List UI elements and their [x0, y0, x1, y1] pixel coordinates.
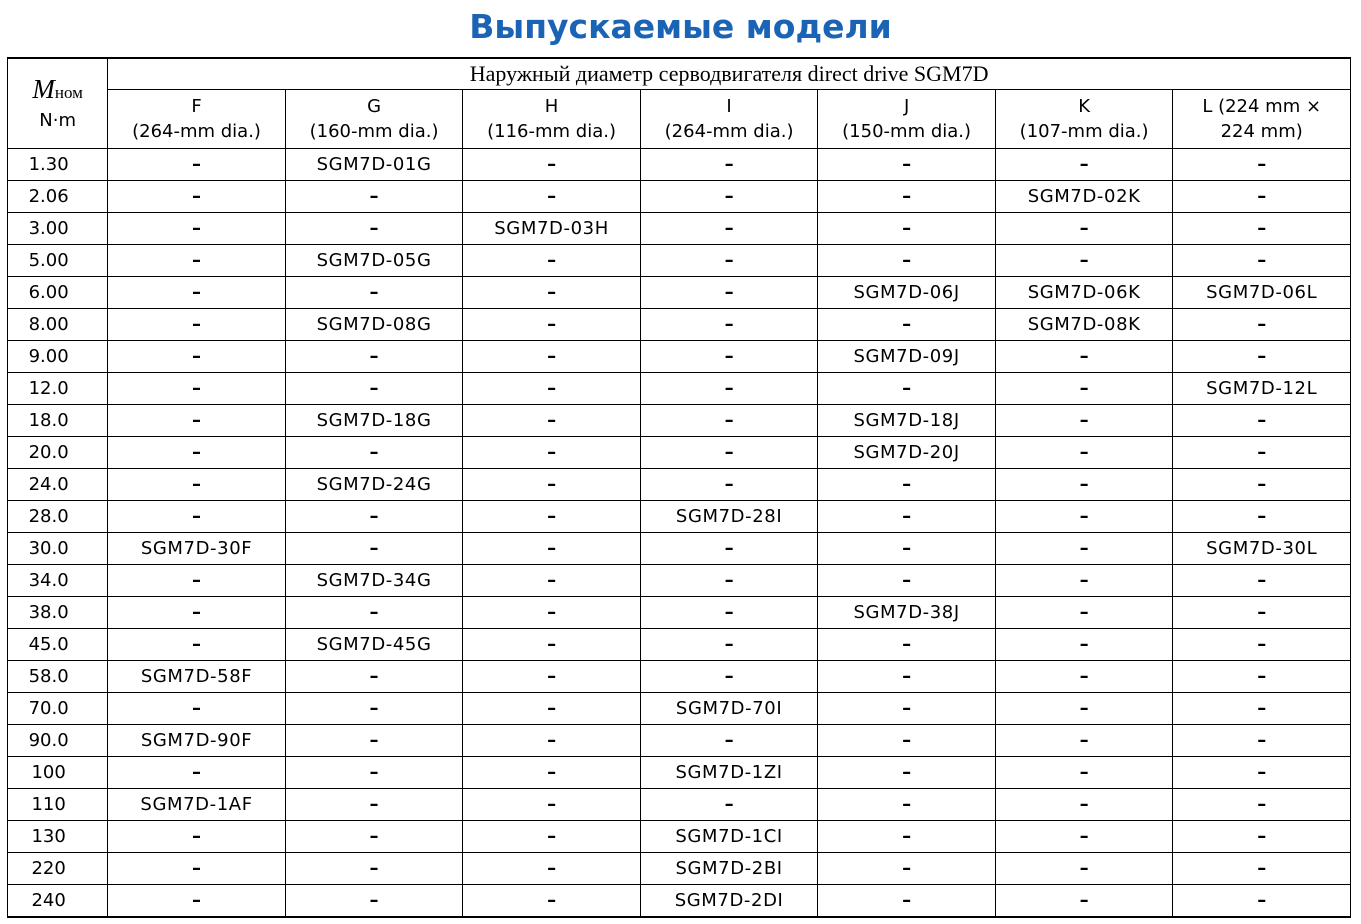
empty-model-cell: – [285, 213, 463, 245]
empty-model-cell: – [1173, 341, 1351, 373]
torque-value: 110 [8, 789, 108, 821]
empty-model-cell: – [463, 661, 641, 693]
empty-model-cell: – [1173, 757, 1351, 789]
empty-model-cell: – [818, 661, 996, 693]
model-cell: SGM7D-08G [285, 309, 463, 341]
table-row [8, 501, 1351, 533]
empty-model-cell: – [995, 661, 1173, 693]
column-header-3 [463, 90, 641, 149]
column-size-code: J [903, 96, 910, 117]
empty-model-cell: – [463, 245, 641, 277]
empty-model-cell: – [1173, 661, 1351, 693]
column-header-6 [995, 90, 1173, 149]
model-cell: SGM7D-38J [818, 597, 996, 629]
torque-value: 18.0 [8, 405, 108, 437]
table-row [8, 405, 1351, 437]
empty-model-cell: – [640, 725, 818, 757]
model-cell: SGM7D-05G [285, 245, 463, 277]
torque-value: 90.0 [8, 725, 108, 757]
empty-model-cell: – [818, 821, 996, 853]
empty-model-cell: – [108, 821, 286, 853]
empty-model-cell: – [1173, 469, 1351, 501]
empty-model-cell: – [1173, 181, 1351, 213]
empty-model-cell: – [995, 213, 1173, 245]
table-row [8, 597, 1351, 629]
empty-model-cell: – [463, 373, 641, 405]
empty-model-cell: – [285, 181, 463, 213]
empty-model-cell: – [463, 885, 641, 918]
empty-model-cell: – [1173, 437, 1351, 469]
empty-model-cell: – [818, 213, 996, 245]
empty-model-cell: – [1173, 789, 1351, 821]
torque-value: 20.0 [8, 437, 108, 469]
empty-model-cell: – [818, 629, 996, 661]
column-header-2 [285, 90, 463, 149]
empty-model-cell: – [463, 757, 641, 789]
empty-model-cell: – [995, 245, 1173, 277]
empty-model-cell: – [108, 341, 286, 373]
models-table [7, 57, 1351, 918]
empty-model-cell: – [818, 245, 996, 277]
column-size-code: K [1078, 96, 1091, 117]
torque-value: 2.06 [8, 181, 108, 213]
torque-value: 38.0 [8, 597, 108, 629]
empty-model-cell: – [1173, 245, 1351, 277]
column-header-7 [1173, 90, 1351, 149]
empty-model-cell: – [995, 501, 1173, 533]
empty-model-cell: – [640, 341, 818, 373]
torque-value: 100 [8, 757, 108, 789]
model-cell: SGM7D-30L [1173, 533, 1351, 565]
column-size-code: H [544, 96, 559, 117]
empty-model-cell: – [463, 597, 641, 629]
empty-model-cell: – [108, 373, 286, 405]
column-header-4 [640, 90, 818, 149]
empty-model-cell: – [285, 725, 463, 757]
empty-model-cell: – [818, 501, 996, 533]
table-row [8, 789, 1351, 821]
model-cell: SGM7D-06K [995, 277, 1173, 309]
model-cell: SGM7D-08K [995, 309, 1173, 341]
model-cell: SGM7D-28I [640, 501, 818, 533]
empty-model-cell: – [640, 181, 818, 213]
empty-model-cell: – [995, 789, 1173, 821]
empty-model-cell: – [108, 565, 286, 597]
empty-model-cell: – [463, 693, 641, 725]
empty-model-cell: – [995, 405, 1173, 437]
torque-value: 28.0 [8, 501, 108, 533]
column-size-code: G [367, 96, 382, 117]
empty-model-cell: – [108, 213, 286, 245]
empty-model-cell: – [1173, 309, 1351, 341]
empty-model-cell: – [463, 533, 641, 565]
empty-model-cell: – [108, 885, 286, 918]
empty-model-cell: – [463, 725, 641, 757]
empty-model-cell: – [108, 149, 286, 181]
empty-model-cell: – [995, 469, 1173, 501]
torque-subscript: ном [54, 82, 83, 102]
empty-model-cell: – [463, 629, 641, 661]
empty-model-cell: – [1173, 501, 1351, 533]
empty-model-cell: – [995, 885, 1173, 918]
model-cell: SGM7D-18J [818, 405, 996, 437]
empty-model-cell: – [463, 149, 641, 181]
column-diameter-note: (264-mm dia.) [664, 121, 794, 142]
empty-model-cell: – [818, 181, 996, 213]
empty-model-cell: – [995, 629, 1173, 661]
table-row [8, 565, 1351, 597]
column-size-code: F [191, 96, 202, 117]
torque-unit: N·m [39, 109, 76, 131]
torque-value: 58.0 [8, 661, 108, 693]
empty-model-cell: – [285, 533, 463, 565]
empty-model-cell: – [995, 565, 1173, 597]
empty-model-cell: – [1173, 629, 1351, 661]
column-diameter-note: (160-mm dia.) [309, 121, 439, 142]
empty-model-cell: – [463, 853, 641, 885]
torque-value: 8.00 [8, 309, 108, 341]
model-cell: SGM7D-58F [108, 661, 286, 693]
table-row [8, 341, 1351, 373]
column-header-1 [108, 90, 286, 149]
empty-model-cell: – [463, 277, 641, 309]
torque-column-header [8, 58, 108, 149]
empty-model-cell: – [818, 565, 996, 597]
empty-model-cell: – [995, 597, 1173, 629]
model-cell: SGM7D-1AF [108, 789, 286, 821]
empty-model-cell: – [995, 693, 1173, 725]
empty-model-cell: – [463, 501, 641, 533]
empty-model-cell: – [108, 437, 286, 469]
empty-model-cell: – [818, 885, 996, 918]
model-cell: SGM7D-03H [463, 213, 641, 245]
page-title: Выпускаемые модели [469, 7, 892, 46]
column-size-code: I [726, 96, 732, 117]
table-row [8, 373, 1351, 405]
empty-model-cell: – [463, 341, 641, 373]
empty-model-cell: – [285, 661, 463, 693]
empty-model-cell: – [463, 565, 641, 597]
table-row [8, 469, 1351, 501]
empty-model-cell: – [818, 693, 996, 725]
table-row [8, 245, 1351, 277]
model-cell: SGM7D-1ZI [640, 757, 818, 789]
model-cell: SGM7D-12L [1173, 373, 1351, 405]
empty-model-cell: – [818, 533, 996, 565]
table-row [8, 693, 1351, 725]
empty-model-cell: – [995, 853, 1173, 885]
table-row [8, 629, 1351, 661]
empty-model-cell: – [108, 501, 286, 533]
empty-model-cell: – [640, 789, 818, 821]
empty-model-cell: – [818, 149, 996, 181]
empty-model-cell: – [108, 277, 286, 309]
empty-model-cell: – [285, 789, 463, 821]
empty-model-cell: – [108, 853, 286, 885]
empty-model-cell: – [463, 821, 641, 853]
column-header-5 [818, 90, 996, 149]
table-row [8, 533, 1351, 565]
empty-model-cell: – [108, 629, 286, 661]
empty-model-cell: – [818, 725, 996, 757]
table-row [8, 309, 1351, 341]
empty-model-cell: – [640, 533, 818, 565]
empty-model-cell: – [818, 309, 996, 341]
empty-model-cell: – [818, 757, 996, 789]
torque-value: 24.0 [8, 469, 108, 501]
empty-model-cell: – [1173, 213, 1351, 245]
table-row [8, 437, 1351, 469]
model-cell: SGM7D-09J [818, 341, 996, 373]
column-diameter-note: (107-mm dia.) [1019, 121, 1149, 142]
empty-model-cell: – [995, 149, 1173, 181]
empty-model-cell: – [818, 469, 996, 501]
table-row [8, 149, 1351, 181]
empty-model-cell: – [1173, 565, 1351, 597]
torque-value: 220 [8, 853, 108, 885]
column-size-code: L (224 mm × [1202, 96, 1322, 117]
table-row [8, 181, 1351, 213]
empty-model-cell: – [285, 373, 463, 405]
empty-model-cell: – [463, 789, 641, 821]
models-table-body [8, 149, 1351, 918]
model-cell: SGM7D-2DI [640, 885, 818, 918]
torque-value: 3.00 [8, 213, 108, 245]
empty-model-cell: – [640, 373, 818, 405]
empty-model-cell: – [463, 181, 641, 213]
empty-model-cell: – [995, 533, 1173, 565]
empty-model-cell: – [1173, 725, 1351, 757]
torque-value: 45.0 [8, 629, 108, 661]
model-cell: SGM7D-06L [1173, 277, 1351, 309]
empty-model-cell: – [285, 437, 463, 469]
model-cell: SGM7D-24G [285, 469, 463, 501]
empty-model-cell: – [995, 341, 1173, 373]
empty-model-cell: – [1173, 885, 1351, 918]
empty-model-cell: – [108, 405, 286, 437]
outer-diameter-group-header: Наружный диаметр серводвигателя direct drive SGM7D [108, 58, 1351, 90]
empty-model-cell: – [108, 597, 286, 629]
model-cell: SGM7D-06J [818, 277, 996, 309]
table-row [8, 757, 1351, 789]
empty-model-cell: – [1173, 405, 1351, 437]
model-cell: SGM7D-90F [108, 725, 286, 757]
empty-model-cell: – [1173, 149, 1351, 181]
empty-model-cell: – [108, 757, 286, 789]
empty-model-cell: – [463, 405, 641, 437]
empty-model-cell: – [285, 853, 463, 885]
empty-model-cell: – [285, 277, 463, 309]
empty-model-cell: – [1173, 853, 1351, 885]
empty-model-cell: – [818, 373, 996, 405]
empty-model-cell: – [640, 469, 818, 501]
column-diameter-note: (150-mm dia.) [842, 121, 972, 142]
torque-value: 12.0 [8, 373, 108, 405]
torque-value: 5.00 [8, 245, 108, 277]
model-cell: SGM7D-02K [995, 181, 1173, 213]
empty-model-cell: – [285, 693, 463, 725]
size-code-header-row [8, 90, 1351, 149]
empty-model-cell: – [640, 565, 818, 597]
empty-model-cell: – [1173, 821, 1351, 853]
empty-model-cell: – [285, 341, 463, 373]
empty-model-cell: – [640, 149, 818, 181]
model-cell: SGM7D-2BI [640, 853, 818, 885]
table-row [8, 213, 1351, 245]
empty-model-cell: – [995, 821, 1173, 853]
empty-model-cell: – [640, 277, 818, 309]
empty-model-cell: – [285, 821, 463, 853]
model-cell: SGM7D-45G [285, 629, 463, 661]
empty-model-cell: – [640, 629, 818, 661]
column-diameter-note: (116-mm dia.) [487, 121, 616, 142]
empty-model-cell: – [463, 437, 641, 469]
column-diameter-note: (264-mm dia.) [132, 121, 261, 142]
model-cell: SGM7D-18G [285, 405, 463, 437]
table-row [8, 725, 1351, 757]
model-cell: SGM7D-34G [285, 565, 463, 597]
model-cell: SGM7D-20J [818, 437, 996, 469]
empty-model-cell: – [108, 181, 286, 213]
empty-model-cell: – [995, 725, 1173, 757]
torque-value: 30.0 [8, 533, 108, 565]
model-cell: SGM7D-01G [285, 149, 463, 181]
torque-value: 240 [8, 885, 108, 918]
empty-model-cell: – [285, 757, 463, 789]
empty-model-cell: – [285, 885, 463, 918]
table-row [8, 853, 1351, 885]
empty-model-cell: – [640, 597, 818, 629]
empty-model-cell: – [108, 469, 286, 501]
empty-model-cell: – [995, 373, 1173, 405]
torque-value: 1.30 [8, 149, 108, 181]
model-cell: SGM7D-30F [108, 533, 286, 565]
torque-value: 34.0 [8, 565, 108, 597]
empty-model-cell: – [108, 693, 286, 725]
empty-model-cell: – [818, 853, 996, 885]
empty-model-cell: – [108, 245, 286, 277]
empty-model-cell: – [995, 757, 1173, 789]
empty-model-cell: – [640, 213, 818, 245]
table-row [8, 661, 1351, 693]
column-diameter-note: 224 mm) [1220, 121, 1303, 142]
empty-model-cell: – [640, 405, 818, 437]
model-cell: SGM7D-70I [640, 693, 818, 725]
empty-model-cell: – [640, 245, 818, 277]
empty-model-cell: – [285, 597, 463, 629]
table-row [8, 885, 1351, 918]
empty-model-cell: – [640, 309, 818, 341]
empty-model-cell: – [463, 309, 641, 341]
empty-model-cell: – [108, 309, 286, 341]
empty-model-cell: – [1173, 597, 1351, 629]
torque-symbol: M [32, 73, 55, 104]
torque-value: 6.00 [8, 277, 108, 309]
empty-model-cell: – [818, 789, 996, 821]
table-row [8, 821, 1351, 853]
empty-model-cell: – [1173, 693, 1351, 725]
table-row [8, 277, 1351, 309]
empty-model-cell: – [463, 469, 641, 501]
empty-model-cell: – [285, 501, 463, 533]
torque-value: 9.00 [8, 341, 108, 373]
empty-model-cell: – [995, 437, 1173, 469]
torque-value: 70.0 [8, 693, 108, 725]
model-cell: SGM7D-1CI [640, 821, 818, 853]
torque-value: 130 [8, 821, 108, 853]
empty-model-cell: – [640, 437, 818, 469]
empty-model-cell: – [640, 661, 818, 693]
